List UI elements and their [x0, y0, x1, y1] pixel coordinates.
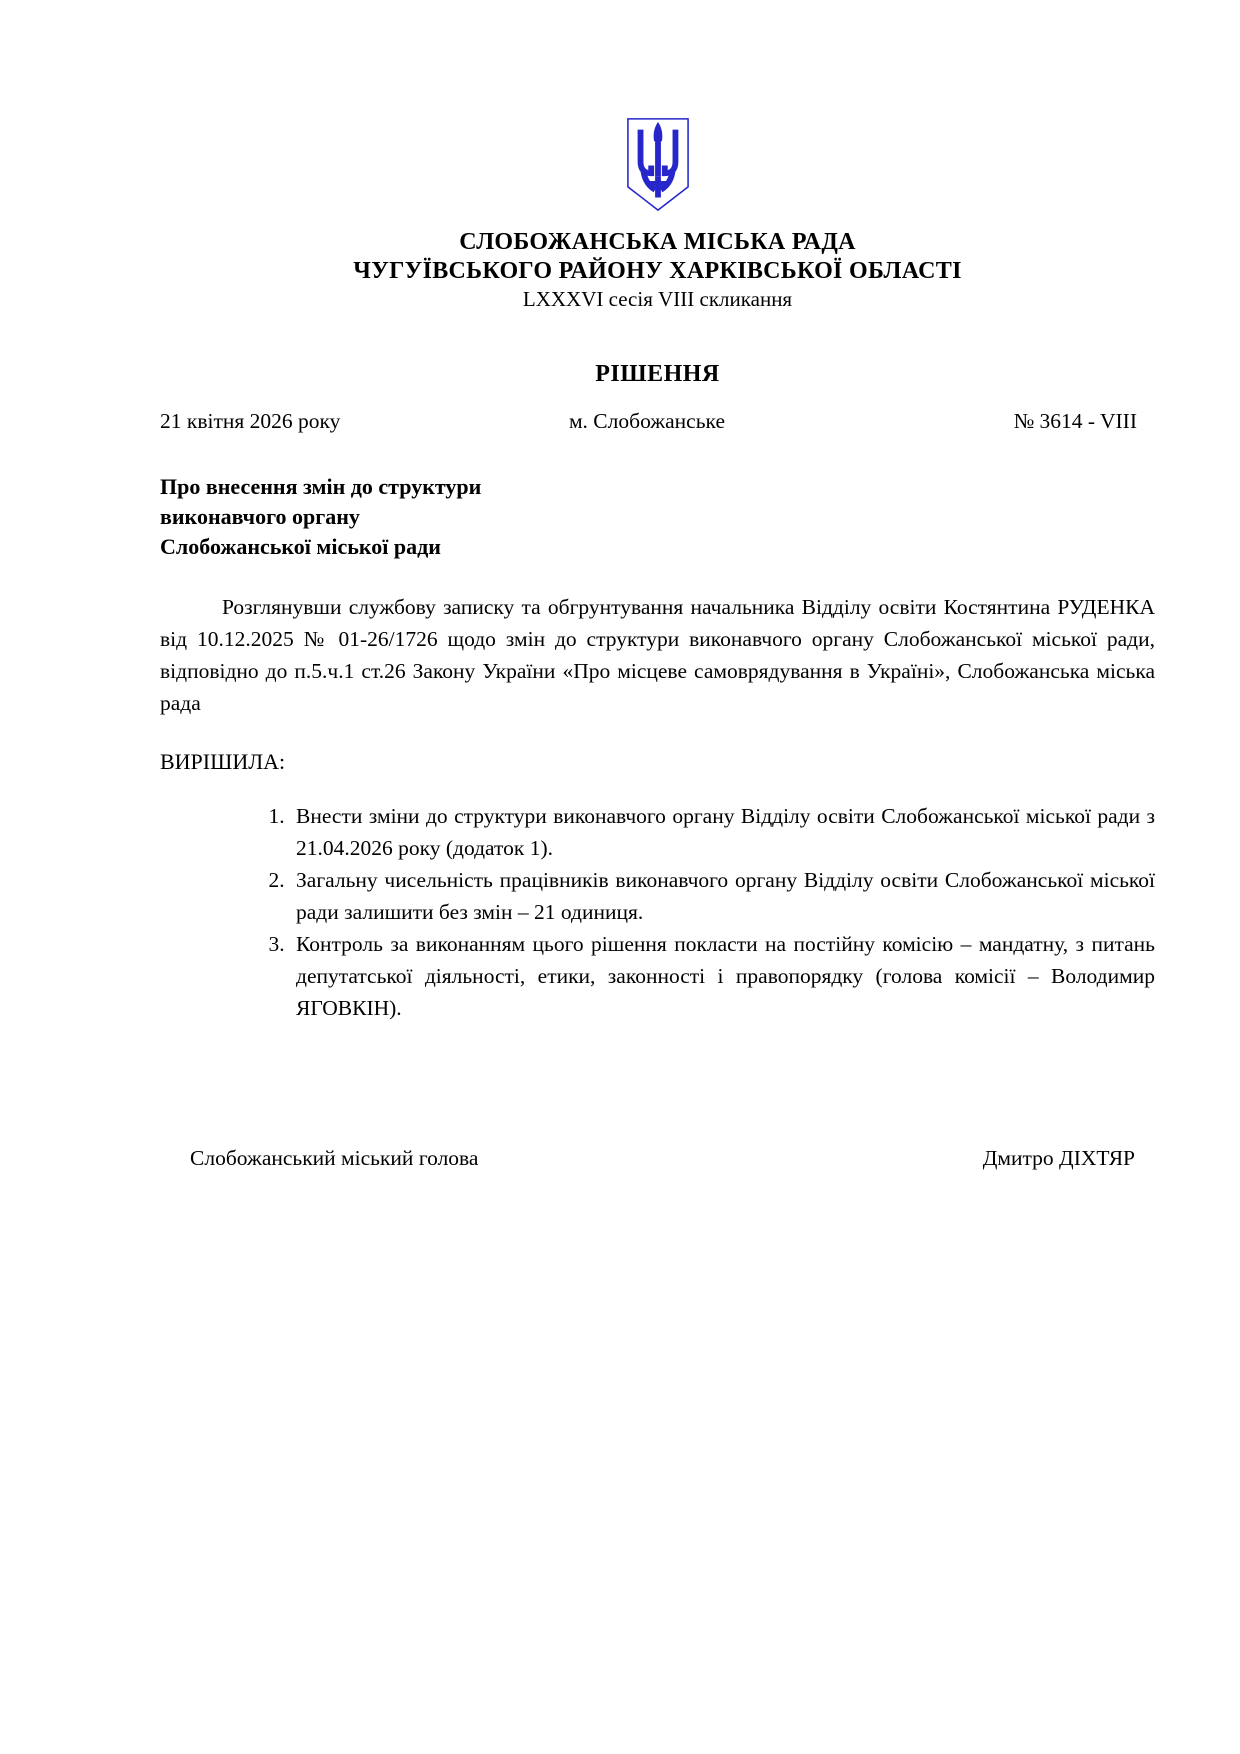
signer-name: Дмитро ДІХТЯР [982, 1146, 1135, 1170]
subject-line-1: Про внесення змін до структури [160, 474, 482, 499]
org-name-line1: СЛОБОЖАНСЬКА МІСЬКА РАДА [459, 229, 856, 255]
doc-place: м. Слобожанське [568, 409, 725, 433]
org-header [160, 228, 1155, 312]
emblem-container [160, 116, 1155, 214]
resolution-list [160, 800, 1155, 1024]
resolution-item-3: 3. Контроль за виконанням цього рішення покласти на постійну комісію – мандатну, з питань депутатської діяльності, етики, законності і правопорядку (голова комісії – Володимир ЯГОВКІН). [290, 928, 1155, 1024]
subject-line-2: виконавчого органу [160, 504, 360, 529]
subject-block [160, 472, 1155, 562]
doc-type-title: РІШЕННЯ [595, 361, 720, 387]
doc-number: № 3614 - VIII [1013, 409, 1137, 433]
session-line: LXXXVI сесія VIII скликання [522, 287, 793, 311]
preamble-paragraph: Розглянувши службову записку та обгрунтування начальника Відділу освіти Костянтина РУДЕНКА від 10.12.2025 № 01-26/1726 щодо змін до структури виконавчого органу Слобожанської міської ради, відповідно до п.5.ч.1 ст.26 Закону України «Про місцеве самоврядування в Україні», Слобожанська міська рада [160, 595, 1155, 715]
meta-row [160, 409, 1155, 434]
signer-title: Слобожанський міський голова [190, 1146, 479, 1170]
resolution-item-2: 2. Загальну чисельність працівників виконавчого органу Відділу освіти Слобожанської міської ради залишити без змін – 21 одиниця. [290, 864, 1155, 928]
signature-row [160, 1146, 1155, 1171]
ukraine-trident-icon [624, 116, 692, 214]
doc-date: 21 квітня 2026 року [160, 409, 341, 433]
resolution-word: ВИРІШИЛА: [160, 749, 286, 774]
subject-line-3: Слобожанської міської ради [160, 534, 441, 559]
org-name-line2: ЧУГУЇВСЬКОГО РАЙОНУ ХАРКІВСЬКОЇ ОБЛАСТІ [353, 258, 962, 284]
resolution-item-1: 1. Внести зміни до структури виконавчого органу Відділу освіти Слобожанської міської ради з 21.04.2026 року (додаток 1). [290, 800, 1155, 864]
